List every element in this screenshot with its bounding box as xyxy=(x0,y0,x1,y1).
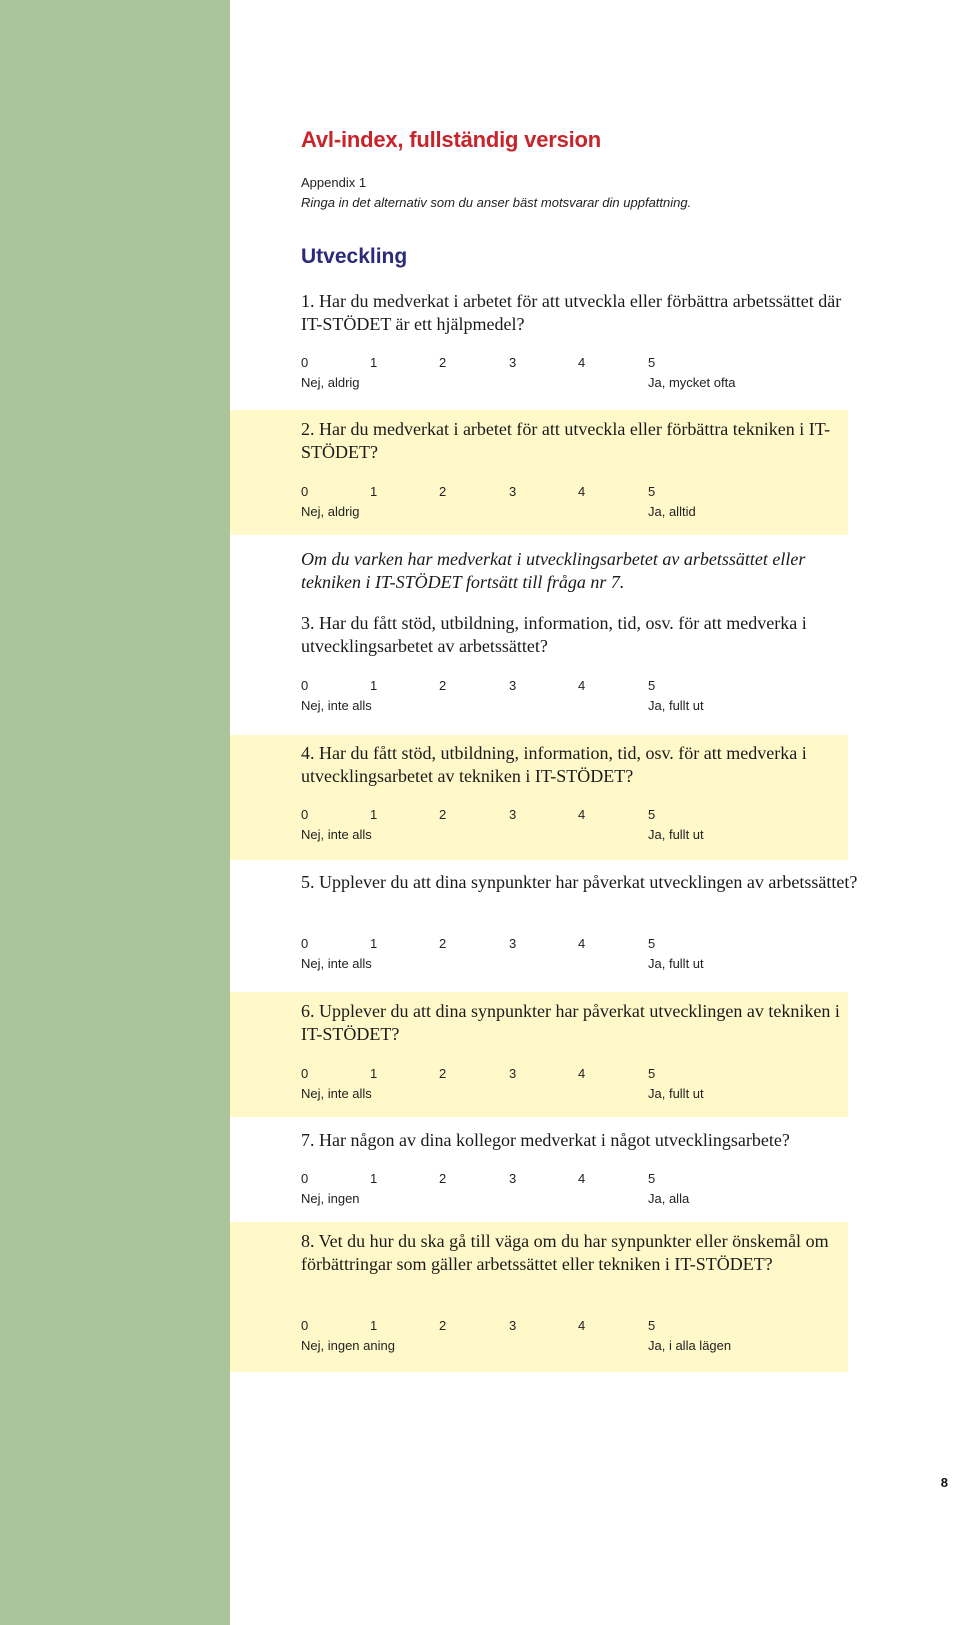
sidebar-band xyxy=(0,0,230,1625)
scale-low-label: Nej, aldrig xyxy=(301,504,360,519)
question-4-text: 4. Har du fått stöd, utbildning, information, tid, osv. för att medverka i utvecklingsarbetet av tekniken i IT-STÖDET? xyxy=(301,743,807,786)
scale-option-1[interactable]: 1 xyxy=(370,807,378,822)
question-1-scale xyxy=(301,355,736,395)
scale-high-label: Ja, fullt ut xyxy=(648,827,704,842)
scale-option-3[interactable]: 3 xyxy=(509,1066,517,1081)
scale-option-3[interactable]: 3 xyxy=(509,936,517,951)
appendix-label: Appendix 1 xyxy=(301,175,367,190)
skip-note: Om du varken har medverkat i utvecklingsarbetet av arbetssättet eller tekniken i IT-STÖDET fortsätt till fråga nr 7. xyxy=(301,549,806,592)
scale-option-3[interactable]: 3 xyxy=(509,807,517,822)
page-number: 8 xyxy=(940,1475,948,1490)
scale-option-0[interactable]: 0 xyxy=(301,936,309,951)
scale-option-0[interactable]: 0 xyxy=(301,807,309,822)
scale-option-5[interactable]: 5 xyxy=(648,807,656,822)
scale-option-4[interactable]: 4 xyxy=(578,484,586,499)
scale-option-4[interactable]: 4 xyxy=(578,355,586,370)
scale-option-2[interactable]: 2 xyxy=(439,1318,447,1333)
scale-option-5[interactable]: 5 xyxy=(648,355,656,370)
scale-option-1[interactable]: 1 xyxy=(370,484,378,499)
scale-high-label: Ja, mycket ofta xyxy=(648,375,736,390)
scale-option-2[interactable]: 2 xyxy=(439,1066,447,1081)
question-3-scale xyxy=(301,678,731,718)
scale-option-5[interactable]: 5 xyxy=(648,678,656,693)
scale-high-label: Ja, i alla lägen xyxy=(648,1338,732,1353)
section-heading: Utveckling xyxy=(301,245,408,268)
scale-option-1[interactable]: 1 xyxy=(370,1066,378,1081)
scale-option-4[interactable]: 4 xyxy=(578,1171,586,1186)
question-7-text: 7. Har någon av dina kollegor medverkat i något utvecklingsarbete? xyxy=(301,1130,790,1150)
scale-high-label: Ja, fullt ut xyxy=(648,698,704,713)
scale-option-0[interactable]: 0 xyxy=(301,1066,309,1081)
scale-low-label: Nej, ingen aning xyxy=(301,1338,395,1353)
scale-option-5[interactable]: 5 xyxy=(648,484,656,499)
scale-option-0[interactable]: 0 xyxy=(301,678,309,693)
scale-option-1[interactable]: 1 xyxy=(370,678,378,693)
question-5-scale xyxy=(301,936,731,976)
scale-option-4[interactable]: 4 xyxy=(578,936,586,951)
scale-option-1[interactable]: 1 xyxy=(370,1171,378,1186)
scale-option-5[interactable]: 5 xyxy=(648,936,656,951)
question-3-text: 3. Har du fått stöd, utbildning, information, tid, osv. för att medverka i utvecklingsarbetet av arbetssättet? xyxy=(301,613,807,656)
scale-high-label: Ja, alltid xyxy=(648,504,696,519)
scale-option-0[interactable]: 0 xyxy=(301,355,309,370)
scale-low-label: Nej, ingen xyxy=(301,1191,360,1206)
instruction-text: Ringa in det alternativ som du anser bäst motsvarar din uppfattning. xyxy=(301,195,692,210)
scale-option-2[interactable]: 2 xyxy=(439,484,447,499)
scale-low-label: Nej, inte alls xyxy=(301,698,372,713)
scale-option-3[interactable]: 3 xyxy=(509,1318,517,1333)
scale-option-0[interactable]: 0 xyxy=(301,484,309,499)
question-8-text: 8. Vet du hur du ska gå till väga om du har synpunkter eller önskemål om förbättringar som gäller arbetssättet eller tekniken i IT-STÖDET? xyxy=(301,1231,829,1274)
scale-option-0[interactable]: 0 xyxy=(301,1171,309,1186)
question-6-scale xyxy=(301,1066,731,1106)
question-2-scale xyxy=(301,484,731,524)
scale-option-1[interactable]: 1 xyxy=(370,1318,378,1333)
scale-option-0[interactable]: 0 xyxy=(301,1318,309,1333)
question-2-text: 2. Har du medverkat i arbetet för att utveckla eller förbättra tekniken i IT-STÖDET? xyxy=(301,419,831,462)
scale-option-3[interactable]: 3 xyxy=(509,355,517,370)
scale-option-2[interactable]: 2 xyxy=(439,1171,447,1186)
scale-option-3[interactable]: 3 xyxy=(509,484,517,499)
scale-option-2[interactable]: 2 xyxy=(439,807,447,822)
question-5-text: 5. Upplever du att dina synpunkter har påverkat utvecklingen av arbetssättet? xyxy=(301,872,858,892)
scale-low-label: Nej, inte alls xyxy=(301,956,372,971)
scale-option-2[interactable]: 2 xyxy=(439,678,447,693)
scale-low-label: Nej, aldrig xyxy=(301,375,360,390)
scale-option-1[interactable]: 1 xyxy=(370,355,378,370)
scale-option-4[interactable]: 4 xyxy=(578,1318,586,1333)
scale-option-5[interactable]: 5 xyxy=(648,1318,656,1333)
question-4-scale xyxy=(301,807,731,847)
scale-high-label: Ja, fullt ut xyxy=(648,1086,704,1101)
scale-option-3[interactable]: 3 xyxy=(509,1171,517,1186)
scale-high-label: Ja, alla xyxy=(648,1191,690,1206)
question-1-text: 1. Har du medverkat i arbetet för att utveckla eller förbättra arbetssättet där IT-STÖDET är ett hjälpmedel? xyxy=(301,291,842,334)
scale-option-4[interactable]: 4 xyxy=(578,678,586,693)
page-title: Avl-index, fullständig version xyxy=(301,127,602,152)
scale-high-label: Ja, fullt ut xyxy=(648,956,704,971)
scale-option-4[interactable]: 4 xyxy=(578,1066,586,1081)
scale-option-3[interactable]: 3 xyxy=(509,678,517,693)
question-7-scale xyxy=(301,1171,731,1211)
scale-option-2[interactable]: 2 xyxy=(439,936,447,951)
scale-low-label: Nej, inte alls xyxy=(301,827,372,842)
question-8-scale xyxy=(301,1318,731,1358)
scale-low-label: Nej, inte alls xyxy=(301,1086,372,1101)
scale-option-1[interactable]: 1 xyxy=(370,936,378,951)
scale-option-5[interactable]: 5 xyxy=(648,1066,656,1081)
scale-option-5[interactable]: 5 xyxy=(648,1171,656,1186)
scale-option-4[interactable]: 4 xyxy=(578,807,586,822)
scale-option-2[interactable]: 2 xyxy=(439,355,447,370)
question-6-text: 6. Upplever du att dina synpunkter har påverkat utvecklingen av tekniken i IT-STÖDET? xyxy=(301,1001,840,1044)
